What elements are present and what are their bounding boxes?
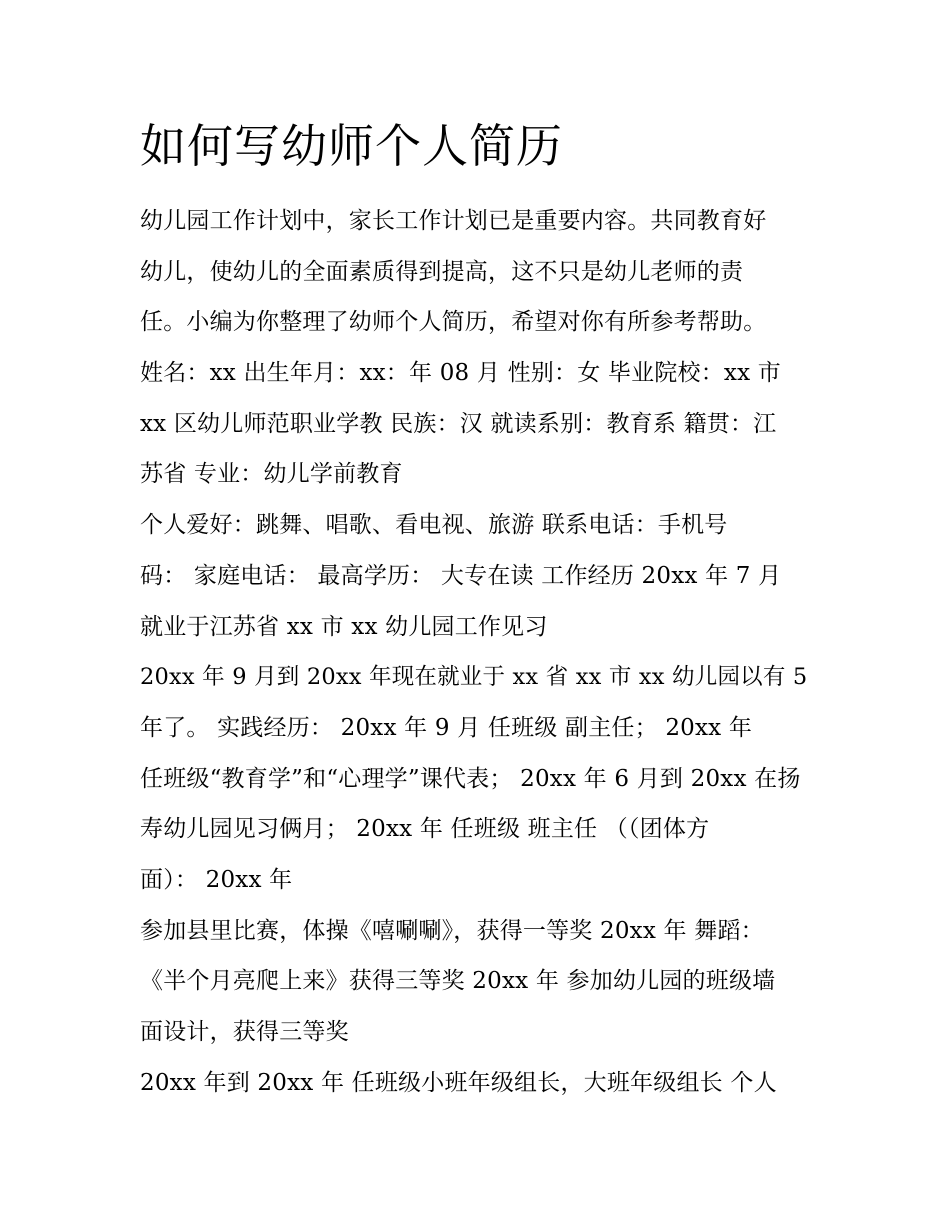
body-line: 面设计，获得三等奖 bbox=[140, 1019, 349, 1045]
document-body bbox=[140, 196, 820, 1108]
body-line: 《半个月亮爬上来》获得三等奖 20xx 年 参加幼儿园的班级墙 bbox=[140, 968, 776, 995]
body-line: 年了。 实践经历： 20xx 年 9 月 任班级 副主任； 20xx 年 bbox=[140, 714, 753, 741]
body-line: 码： 家庭电话： 最高学历： 大专在读 工作经历 20xx 年 7 月 bbox=[140, 562, 782, 589]
body-line: 就业于江苏省 xx 市 xx 幼儿园工作见习 bbox=[140, 613, 548, 640]
body-line: 个人爱好：跳舞、唱歌、看电视、旅游 联系电话：手机号 bbox=[140, 512, 728, 539]
body-line: 面）： 20xx 年 bbox=[140, 866, 293, 893]
body-line: 任。小编为你整理了幼师个人简历，希望对你有所参考帮助。 bbox=[140, 309, 767, 336]
body-line: 参加县里比赛，体操《嘻唰唰》，获得一等奖 20xx 年 舞蹈： bbox=[140, 917, 764, 944]
body-line: 幼儿，使幼儿的全面素质得到提高，这不只是幼儿老师的责 bbox=[140, 258, 744, 285]
body-line: 姓名：xx 出生年月：xx：年 08 月 性别：女 毕业院校：xx 市 bbox=[140, 360, 781, 387]
body-line: 任班级“教育学”和“心理学”课代表； 20xx 年 6 月到 20xx 在扬 bbox=[140, 765, 801, 792]
body-line: 幼儿园工作计划中，家长工作计划已是重要内容。共同教育好 bbox=[140, 208, 767, 234]
body-line: 寿幼儿园见习俩月； 20xx 年 任班级 班主任 （（团体方 bbox=[140, 816, 710, 843]
document-page bbox=[140, 110, 820, 1108]
body-line: 苏省 专业：幼儿学前教育 bbox=[140, 461, 403, 488]
body-line: 20xx 年到 20xx 年 任班级小班年级组长，大班年级组长 个人 bbox=[140, 1069, 777, 1096]
document-title: 如何写幼师个人简历 bbox=[140, 119, 563, 173]
body-line: 20xx 年 9 月到 20xx 年现在就业于 xx 省 xx 市 xx 幼儿园以有 5 bbox=[140, 664, 808, 691]
body-line: xx 区幼儿师范职业学教 民族：汉 就读系别：教育系 籍贯：江 bbox=[140, 410, 777, 437]
